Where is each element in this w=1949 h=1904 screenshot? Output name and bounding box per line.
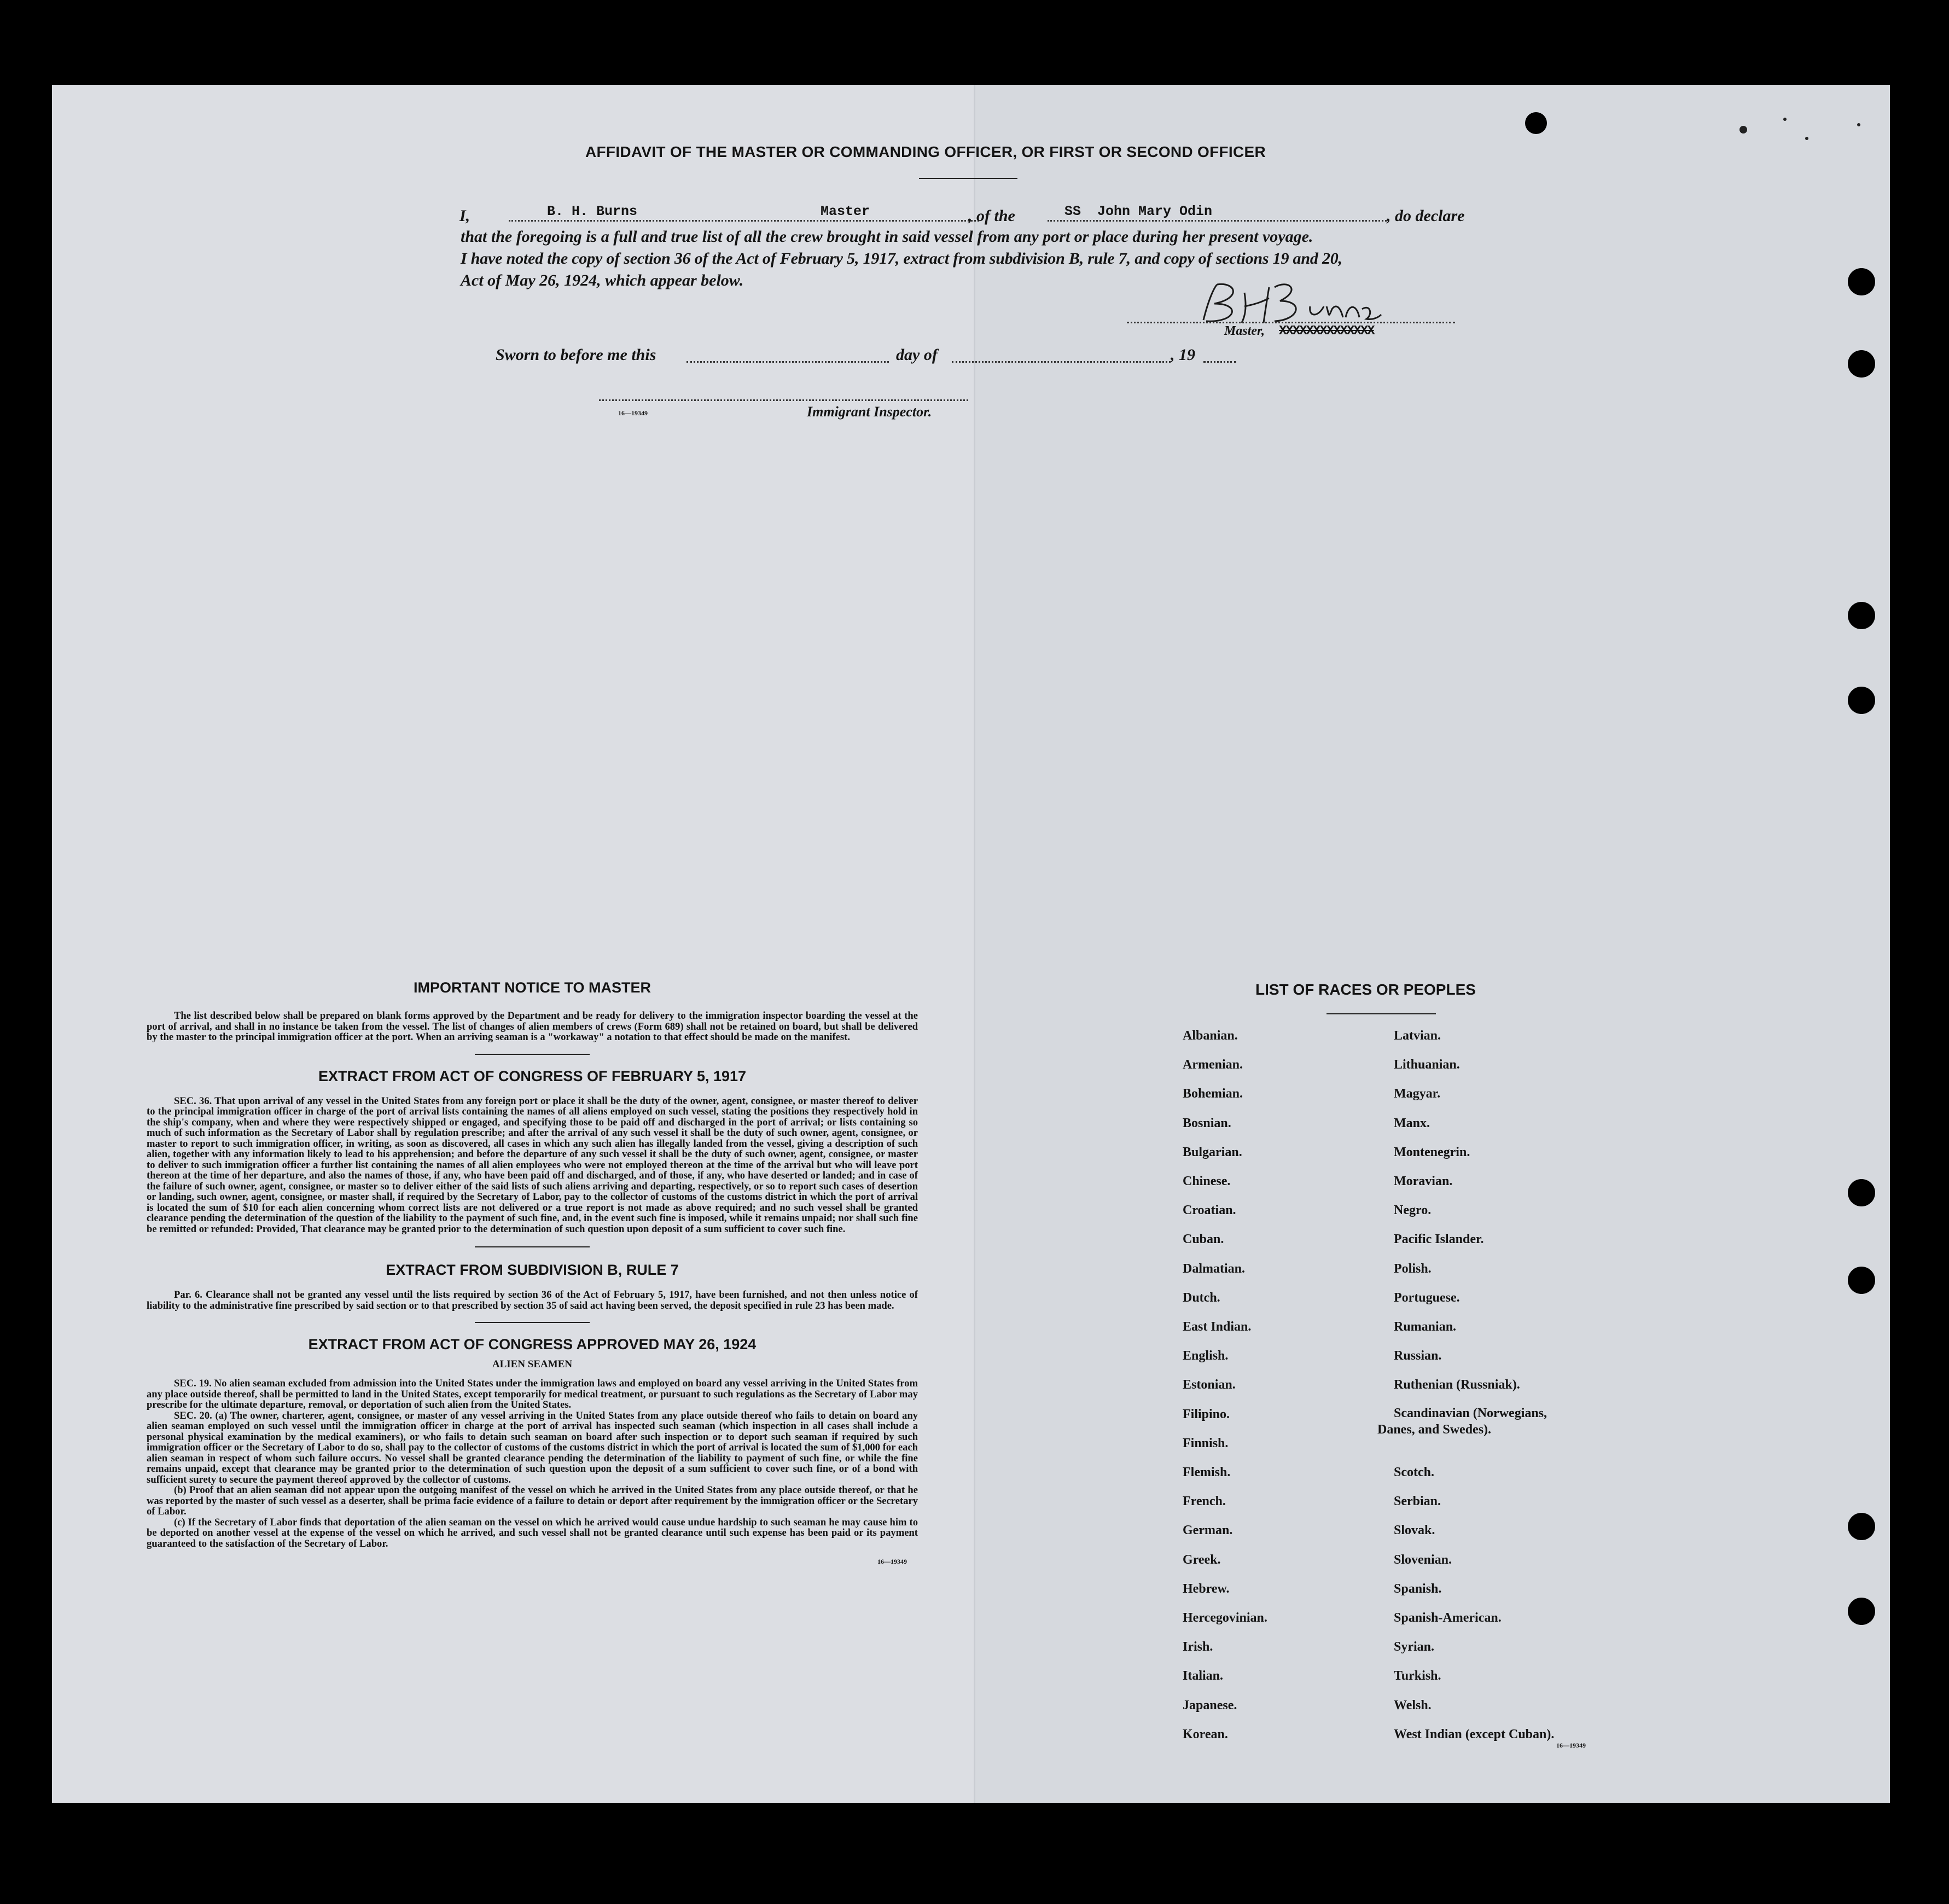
race-left-item: English.: [1183, 1349, 1229, 1363]
day-of-label: day of: [896, 346, 938, 364]
race-left-item: Flemish.: [1183, 1465, 1231, 1479]
race-right-item: Moravian.: [1394, 1174, 1453, 1188]
race-right-item: Magyar.: [1394, 1087, 1441, 1101]
notice-title: IMPORTANT NOTICE TO MASTER: [414, 979, 651, 996]
notice-body: The list described below shall be prepared on blank forms approved by the Department and be ready for delivery to the immigration inspector boarding the vessel at the port of arrival, and shall in no instance be taken from the vessel. The list of changes of alien members of crews (Form 689) shall not be retained on board, but shall be delivered by the master to the principal immigration officer at the port. When an arriving seaman is a "workaway" a notation to that effect should be made on the manifest.: [147, 1010, 918, 1043]
race-right-item: Rumanian.: [1394, 1320, 1457, 1334]
name-line: [509, 220, 979, 222]
binder-hole: [1848, 268, 1875, 295]
extract-1924-title: EXTRACT FROM ACT OF CONGRESS APPROVED MAY 26, 1924: [308, 1336, 757, 1352]
signature-line: [1127, 322, 1455, 323]
speck: [1739, 126, 1747, 133]
binder-hole: [1848, 1267, 1875, 1294]
ink-blot: [1525, 112, 1547, 134]
i-label: I,: [459, 207, 470, 225]
race-left-item: Albanian.: [1183, 1029, 1238, 1043]
race-right-item: Turkish.: [1394, 1669, 1441, 1684]
notice-section: [147, 979, 918, 1566]
page-fold: [974, 85, 975, 1803]
signer-title: Master,: [1224, 324, 1265, 338]
race-right-item: Scotch.: [1394, 1465, 1434, 1479]
sworn-month-line: [952, 361, 1171, 363]
binder-hole: [1848, 602, 1875, 629]
sec-20a-body: SEC. 20. (a) The owner, charterer, agent, consignee, or master of any vessel arriving in the United States from any place outside thereof who fails to detain on board any alien seaman employed on such vessel until the immigration officer in charge at the port of arrival has inspected such seaman (which inspection in all cases shall include a personal physical examination by the medical examiners), or who fails to detain such seaman on board after such inspection or to deport such seaman if required by such immigration officer or the Secretary of Labor to do so, shall pay to the collector of customs of the customs district in which the port of arrival is located the sum of $1,000 for each alien seaman in respect of whom such failure occurs. No vessel shall be granted clearance pending the determination of the liability to payment of such fine, or while the fine remains unpaid, except that clearance may be granted prior to the determination of such question upon the deposit of a sum sufficient to cover such fine, or of a bond with sufficient surety to secure the payment thereof approved by the collector of customs.: [147, 1409, 918, 1485]
race-left-item: Korean.: [1183, 1727, 1228, 1742]
race-left-item: Filipino.: [1183, 1407, 1230, 1421]
notice-rule: [475, 1054, 590, 1055]
extract-rule7-title: EXTRACT FROM SUBDIVISION B, RULE 7: [386, 1262, 679, 1278]
extract-rule7-rule: [475, 1322, 590, 1323]
extract-1917-title: EXTRACT FROM ACT OF CONGRESS OF FEBRUARY 5, 1917: [318, 1067, 747, 1084]
race-right-item: Spanish.: [1394, 1581, 1442, 1596]
right-page-half: [974, 85, 1890, 1803]
extract-1917-rule: [475, 1246, 590, 1247]
inspector-line: [599, 399, 968, 401]
binder-hole: [1848, 1179, 1875, 1206]
race-right-item: Polish.: [1394, 1261, 1432, 1276]
race-right-item: Russian.: [1394, 1349, 1442, 1363]
race-right-item: Manx.: [1394, 1116, 1430, 1130]
declarant-name-field: B. H. Burns: [547, 204, 638, 219]
race-left-item: Armenian.: [1183, 1058, 1243, 1072]
race-left-item: Bosnian.: [1183, 1116, 1231, 1130]
do-declare-label: , do declare: [1387, 207, 1465, 225]
binder-hole: [1848, 1598, 1875, 1625]
race-left-item: Dutch.: [1183, 1290, 1220, 1305]
inspector-label: Immigrant Inspector.: [807, 404, 932, 420]
speck: [1857, 123, 1860, 126]
year-label: , 19: [1171, 346, 1195, 364]
binder-hole: [1848, 1513, 1875, 1540]
alien-seamen-subtitle: ALIEN SEAMEN: [492, 1359, 573, 1370]
declaration-line-2: that the foregoing is a full and true list of all the crew brought in said vessel from any port or place during her present voyage.: [461, 228, 1313, 246]
race-right-item: Portuguese.: [1394, 1290, 1460, 1305]
race-left-item: German.: [1183, 1523, 1233, 1538]
declaration-line-3: I have noted the copy of section 36 of the Act of February 5, 1917, extract from subdivision B, rule 7, and copy of sections 19 and 20,: [461, 249, 1342, 268]
title-underline: [919, 178, 1017, 179]
race-left-item: Bohemian.: [1183, 1087, 1243, 1101]
notice-form-number: 16—19349: [877, 1558, 907, 1565]
race-right-item: Lithuanian.: [1394, 1058, 1460, 1072]
race-left-item: Estonian.: [1183, 1378, 1236, 1392]
extract-rule7-body: Par. 6. Clearance shall not be granted any vessel until the lists required by section 36 of the Act of February 5, 1917, have been furnished, and not then unless notice of liability to the administrative fine prescribed by said section or to that prescribed by section 35 of said act having been served, the deposit specified in rule 23 has been made.: [147, 1289, 918, 1311]
race-left-item: Italian.: [1183, 1669, 1224, 1684]
sec-20b-body: (b) Proof that an alien seaman did not appear upon the outgoing manifest of the vessel on which he arrived in the United States from any place outside thereof, or that he was reported by the master of such vessel as a deserter, shall be prima facie evidence of a failure to detain or deport after requirement by the immigration officer or the Secretary of Labor.: [147, 1484, 918, 1517]
race-left-item: Irish.: [1183, 1640, 1213, 1655]
race-right-item: Serbian.: [1394, 1494, 1441, 1509]
race-left-item: Japanese.: [1183, 1698, 1237, 1713]
races-form-number: 16—19349: [1556, 1742, 1586, 1749]
struck-out-title: XXXXXXXXXXXXXX: [1279, 324, 1374, 339]
race-right-item: Montenegrin.: [1394, 1145, 1470, 1159]
races-title: LIST OF RACES OR PEOPLES: [1255, 981, 1476, 998]
race-left-item: Finnish.: [1183, 1436, 1229, 1450]
extract-1917-body: SEC. 36. That upon arrival of any vessel in the United States from any foreign port or place it shall be the duty of the owner, agent, consignee, or master thereof to deliver to the principal immigration officer in charge of the port of arrival lists containing the names of all aliens employed on such vessel, stating the positions they respectively hold in the ship's company, when and where they were respectively shipped or engaged, and specifying those to be paid off and discharged in the port of arrival; or lists containing so much of such information as the Secretary of Labor shall by regulation prescribe; and after the arrival of any such vessel it shall be the duty of such owner, agent, consignee, or master to report to such immigration officer, in writing, as soon as discovered, all cases in which any such alien has illegally landed from the vessel, giving a description of such alien, together with any information likely to lead to his apprehension; and before the departure of any such vessel it shall be the duty of such owner, agent, consignee, or master to deliver to such immigration officer a further list containing the names of all alien employees who were not employed thereon at the time of the arrival but who will leave port thereon at the time of her departure, and also the names of those, if any, who have been paid off and discharged, and of those, if any, who have deserted or landed; and in case of the failure of such owner, agent, consignee, or master so to deliver either of the said lists of such aliens arriving and departing, respectively, or so to report such cases of desertion or landing, such owner, agent, consignee, or master shall, if required by the Secretary of Labor, pay to the collector of customs of the customs district in which the port of arrival is located the sum of $10 for each alien concerning whom correct lists are not delivered or a true report is not made as above required; and no such vessel shall be granted clearance pending the determination of the question of the liability to the payment of such fine, and, in the event such fine is imposed, while it remains unpaid; nor shall such fine be remitted or refunded: Provided, That clearance may be granted prior to the determination of such question upon deposit of a sum sufficient to cover such fine.: [147, 1095, 918, 1235]
race-right-item: Slovenian.: [1394, 1552, 1452, 1567]
race-right-item: West Indian (except Cuban).: [1394, 1727, 1555, 1742]
race-right-item: Pacific Islander.: [1394, 1232, 1484, 1247]
vessel-line: [1048, 220, 1387, 222]
binder-hole: [1848, 350, 1875, 378]
race-right-item: Slovak.: [1394, 1523, 1435, 1538]
race-left-item: Dalmatian.: [1183, 1261, 1245, 1276]
race-left-item: French.: [1183, 1494, 1226, 1509]
race-left-item: Hebrew.: [1183, 1581, 1230, 1596]
affidavit-title: AFFIDAVIT OF THE MASTER OR COMMANDING OFFICER, OR FIRST OR SECOND OFFICER: [585, 143, 1266, 160]
race-left-item: Croatian.: [1183, 1203, 1236, 1218]
sworn-label: Sworn to before me this: [496, 346, 656, 364]
race-right-item: Spanish-American.: [1394, 1611, 1502, 1625]
race-left-item: Greek.: [1183, 1552, 1221, 1567]
affidavit-form-number: 16—19349: [618, 409, 648, 417]
race-right-item: Negro.: [1394, 1203, 1432, 1218]
year-line: [1203, 361, 1236, 363]
signature-text: B H Burns: [1275, 298, 1277, 299]
declaration-line-4: Act of May 26, 1924, which appear below.: [461, 271, 744, 289]
race-left-item: Bulgarian.: [1183, 1145, 1242, 1159]
race-right-item: Scandinavian (Norwegians,: [1394, 1406, 1547, 1420]
sec-19-body: SEC. 19. No alien seaman excluded from admission into the United States under the immigration laws and employed on board any vessel arriving in the United States from any place outside thereof, shall be permitted to land in the United States, except temporarily for medical treatment, or pursuant to such regulations as the Secretary of Labor may prescribe for the ultimate departure, removal, or deportation of such alien from the United States.: [147, 1378, 918, 1410]
rank-field: Master: [821, 204, 870, 219]
race-left-item: Hercegovinian.: [1183, 1611, 1267, 1625]
race-left-item: Cuban.: [1183, 1232, 1224, 1247]
speck: [1783, 118, 1787, 121]
race-left-item: East Indian.: [1183, 1320, 1252, 1334]
of-the-label: , of the: [968, 207, 1015, 225]
race-right-item: Syrian.: [1394, 1640, 1435, 1655]
races-title-rule: [1327, 1013, 1436, 1014]
race-right-item: Welsh.: [1394, 1698, 1432, 1713]
race-right-item: Ruthenian (Russniak).: [1394, 1378, 1520, 1392]
sec-20c-body: (c) If the Secretary of Labor finds that deportation of the alien seaman on the vessel on which he arrived would cause undue hardship to such seaman he may cause him to be deported on another vessel at the expense of the vessel on which he arrived, and such vessel shall not be granted clearance until such expense has been paid or its payment guaranteed to the satisfaction of the Secretary of Labor.: [147, 1516, 918, 1549]
race-left-item: Chinese.: [1183, 1174, 1231, 1188]
race-right-item: Latvian.: [1394, 1029, 1441, 1043]
binder-hole: [1848, 687, 1875, 714]
race-right-item: Danes, and Swedes).: [1377, 1422, 1492, 1437]
speck: [1805, 137, 1808, 140]
sworn-day-line: [686, 361, 889, 363]
vessel-field: SS John Mary Odin: [1064, 204, 1213, 219]
